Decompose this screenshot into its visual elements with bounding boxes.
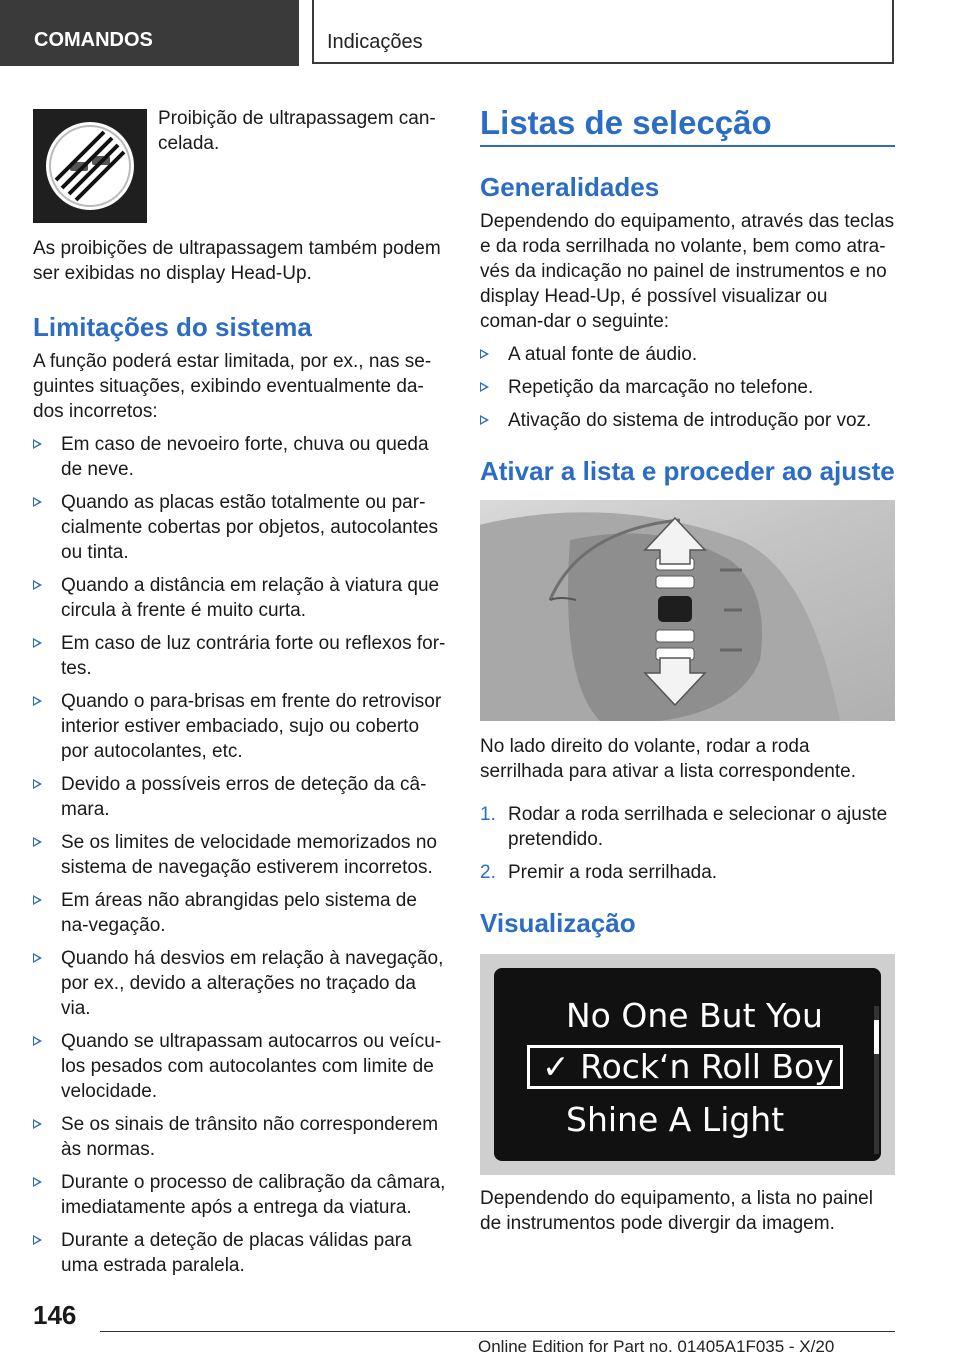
footer-rule: [100, 1331, 895, 1332]
page-number: 146: [33, 1300, 77, 1330]
bullet-triangle-icon: [33, 779, 42, 789]
bullet-item: [33, 1029, 448, 1104]
bullet-text: Em áreas não abrangidas pelo sistema de na-vegação.: [61, 890, 417, 936]
bullet-text: Se os sinais de trânsito não corresponderem às normas.: [61, 1114, 439, 1160]
instrument-display-image: [480, 954, 895, 1175]
bullet-text: Em caso de luz contrária forte ou reflexos for-tes.: [61, 633, 446, 679]
bullet-triangle-icon: [33, 953, 42, 963]
bullet-item: [33, 830, 448, 880]
limits-heading: Limitações do sistema: [33, 312, 312, 342]
general-list: [480, 342, 895, 441]
display-track-selected: ✓ Rock‘n Roll Boy: [542, 1047, 834, 1086]
bullet-triangle-icon: [33, 1235, 42, 1245]
bullet-item: [33, 573, 448, 623]
bullet-item: [33, 631, 448, 681]
bullet-triangle-icon: [33, 638, 42, 648]
step-text: Premir a roda serrilhada.: [508, 862, 718, 883]
edition-footer: Online Edition for Part no. 01405A1F035 - X/20: [478, 1337, 835, 1356]
bullet-triangle-icon: [33, 696, 42, 706]
steering-wheel-image: [480, 500, 895, 721]
bullet-text: Quando se ultrapassam autocarros ou veícu-los pesados com autocolantes com limite de velocidade.: [61, 1031, 442, 1102]
bullet-triangle-icon: [33, 1036, 42, 1046]
bullet-triangle-icon: [33, 895, 42, 905]
bullet-text: Quando há desvios em relação à navegação, por ex., devido a alterações no traçado da via.: [61, 948, 444, 1019]
no-overtaking-end-sign-icon: [42, 118, 138, 214]
bullet-item: [33, 432, 448, 482]
bullet-text: Quando as placas estão totalmente ou par-cialmente cobertas por objetos, autocolantes ou tinta.: [61, 492, 439, 563]
bullet-item: [480, 408, 895, 433]
display-note: Dependendo do equipamento, a lista no painel de instrumentos pode divergir da imagem.: [480, 1188, 873, 1234]
step-number: 1.: [480, 804, 496, 825]
bullet-text: Durante o processo de calibração da câmara, imediatamente após a entrega da viatura.: [61, 1172, 446, 1218]
bullet-triangle-icon: [480, 415, 489, 425]
display-heading: Visualização: [480, 908, 636, 938]
bullet-triangle-icon: [33, 837, 42, 847]
bullet-text: Quando o para-brisas em frente do retrovisor interior estiver embaciado, sujo ou coberto por autocolantes, etc.: [61, 691, 442, 762]
bullet-item: [480, 375, 895, 400]
general-heading: Generalidades: [480, 172, 660, 202]
display-scrollbar-thumb: [874, 1020, 879, 1054]
section-tab: COMANDOS: [0, 0, 299, 66]
bullet-text: Se os limites de velocidade memorizados no sistema de navegação estiverem incorretos.: [61, 832, 437, 878]
no-overtaking-end-sign-image: [33, 109, 147, 223]
general-text: Dependendo do equipamento, através das teclas e da roda serrilhada no volante, bem como atra-vés da indicação no painel de instrumentos e no display Head-Up, é possível visualizar ou coman-dar o seguinte:: [480, 211, 895, 332]
display-track: No One But You: [566, 996, 823, 1035]
steps-list: [480, 802, 895, 893]
bullet-item: [33, 1170, 448, 1220]
bullet-item: [480, 342, 895, 367]
bullet-triangle-icon: [480, 382, 489, 392]
bullet-triangle-icon: [33, 497, 42, 507]
bullet-item: [33, 772, 448, 822]
activate-heading: Ativar a lista e proceder ao ajuste: [480, 456, 895, 486]
main-title: Listas de selecção: [480, 104, 772, 141]
title-rule: [480, 145, 895, 147]
bullet-text: Quando a distância em relação à viatura que circula à frente é muito curta.: [61, 575, 440, 621]
step-number: 2.: [480, 862, 496, 883]
step-item: [480, 802, 895, 852]
limits-list: [33, 432, 448, 1286]
bullet-triangle-icon: [33, 1119, 42, 1129]
sign-caption: Proibição de ultrapassagem can-celada.: [158, 108, 436, 154]
bullet-text: Repetição da marcação no telefone.: [508, 377, 814, 398]
bullet-text: Devido a possíveis erros de deteção da câ-mara.: [61, 774, 427, 820]
step-text: Rodar a roda serrilhada e selecionar o ajuste pretendido.: [508, 804, 888, 850]
bullet-item: [33, 1228, 448, 1278]
display-track: Shine A Light: [566, 1100, 785, 1139]
bullet-text: Durante a deteção de placas válidas para uma estrada paralela.: [61, 1230, 412, 1276]
bullet-item: [33, 946, 448, 1021]
activate-text: No lado direito do volante, rodar a roda serrilhada para ativar a lista correspondente.: [480, 736, 856, 782]
bullet-item: [33, 490, 448, 565]
display-screen: [494, 968, 881, 1161]
bullet-triangle-icon: [480, 349, 489, 359]
intro-paragraph: As proibições de ultrapassagem também podem ser exibidas no display Head-Up.: [33, 238, 441, 284]
bullet-triangle-icon: [33, 439, 42, 449]
bullet-triangle-icon: [33, 1177, 42, 1187]
limits-intro: A função poderá estar limitada, por ex., nas se-guintes situações, exibindo eventualmente da-dos incorretos:: [33, 351, 432, 422]
bullet-text: Em caso de nevoeiro forte, chuva ou queda de neve.: [61, 434, 429, 480]
bullet-triangle-icon: [33, 580, 42, 590]
bullet-item: [33, 888, 448, 938]
bullet-text: A atual fonte de áudio.: [508, 344, 698, 365]
subsection-title: Indicações: [312, 0, 894, 64]
bullet-item: [33, 689, 448, 764]
bullet-item: [33, 1112, 448, 1162]
bullet-text: Ativação do sistema de introdução por voz.: [508, 410, 872, 431]
step-item: [480, 860, 895, 885]
steering-wheel-illustration: [480, 500, 895, 721]
